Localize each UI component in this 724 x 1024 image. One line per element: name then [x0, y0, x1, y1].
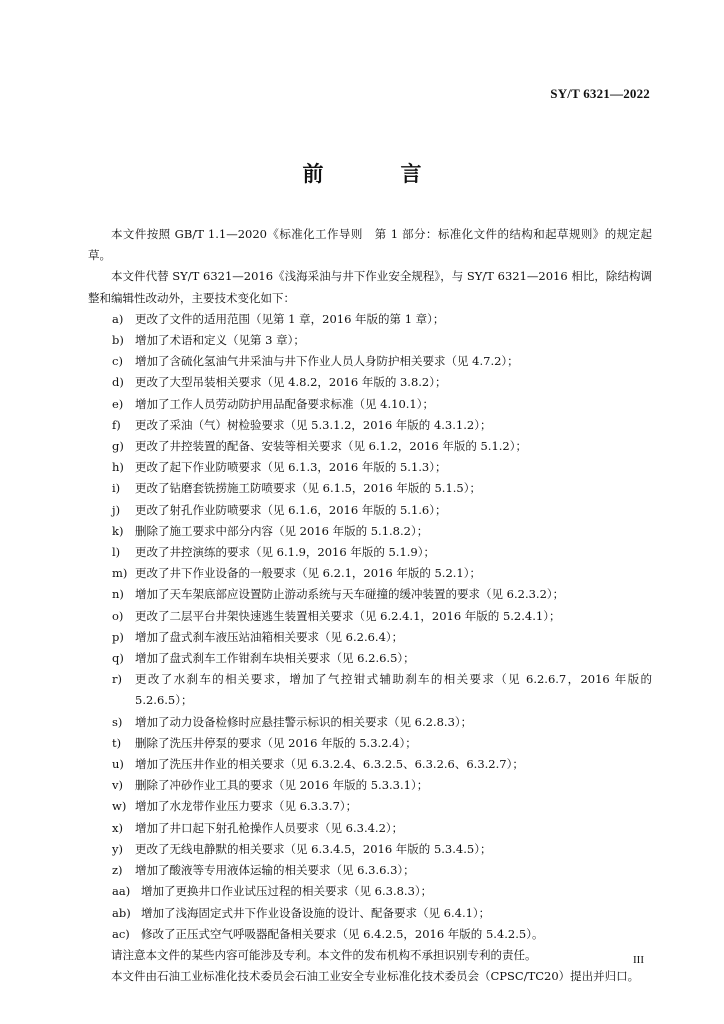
list-item-marker: t) — [112, 735, 122, 750]
list-item — [88, 712, 652, 733]
list-item-marker: d) — [112, 375, 124, 390]
list-item-text: 增加了井口起下射孔枪操作人员要求（见 6.3.4.2）； — [135, 820, 404, 835]
list-item-marker: w) — [112, 799, 127, 814]
list-item-marker: x) — [112, 820, 123, 835]
list-item — [88, 775, 652, 796]
list-item-text: 删除了冲砂作业工具的要求（见 2016 年版的 5.3.3.1）； — [135, 778, 429, 793]
list-item-text: 增加了术语和定义（见第 3 章）； — [135, 333, 305, 348]
list-item-text: 增加了盘式刹车液压站油箱相关要求（见 6.2.6.4）； — [135, 629, 404, 644]
list-item-text: 更改了起下作业防喷要求（见 6.1.3，2016 年版的 5.1.3）； — [135, 460, 447, 475]
intro-paragraph: 本文件按照 GB/T 1.1—2020《标准化工作导则 第 1 部分：标准化文件的结构和起草规则》的规定起草。 — [88, 227, 652, 263]
list-item-marker: q) — [112, 651, 124, 666]
list-item — [88, 309, 652, 330]
list-item — [88, 478, 652, 499]
list-item — [88, 754, 652, 775]
list-item-marker: n) — [112, 587, 124, 602]
page-number: III — [633, 954, 644, 966]
list-item — [88, 881, 652, 902]
list-item-marker: s) — [112, 714, 123, 729]
list-item-marker: i) — [112, 481, 121, 496]
list-item-text: 增加了浅海固定式井下作业设备设施的设计、配备要求（见 6.4.1）； — [141, 905, 491, 920]
list-item — [88, 924, 652, 945]
list-item-text: 增加了盘式刹车工作钳刹车块相关要求（见 6.2.6.5）； — [135, 651, 415, 666]
list-item-text: 更改了大型吊装相关要求（见 4.8.2，2016 年版的 3.8.2）； — [135, 375, 447, 390]
list-item-marker: f) — [112, 417, 121, 432]
list-item — [88, 542, 652, 563]
intro-paragraph: 本文件代替 SY/T 6321—2016《浅海采油与井下作业安全规程》，与 SY/T 6321—2016 相比，除结构调整和编辑性改动外，主要技术变化如下： — [88, 269, 652, 305]
list-item-text: 增加了含硫化氢油气井采油与井下作业人员人身防护相关要求（见 4.7.2）； — [135, 354, 519, 369]
list-item-marker: c) — [112, 354, 123, 369]
document-body — [88, 224, 652, 987]
list-item-text: 更改了钻磨套铣捞施工防喷要求（见 6.1.5，2016 年版的 5.1.5）； — [135, 481, 482, 496]
list-item-text: 更改了采油（气）树检验要求（见 5.3.1.2，2016 年版的 4.3.1.2）； — [135, 417, 492, 432]
list-item — [88, 394, 652, 415]
list-item-text: 增加了天车架底部应设置防止游动系统与天车碰撞的缓冲装置的要求（见 6.2.3.2）； — [135, 587, 565, 602]
list-item-text: 更改了文件的适用范围（见第 1 章，2016 年版的第 1 章）； — [135, 311, 445, 326]
list-item — [88, 584, 652, 605]
document-code: SY/T 6321—2022 — [550, 86, 650, 101]
list-item — [88, 903, 652, 924]
list-item-text: 增加了更换井口作业试压过程的相关要求（见 6.3.8.3）； — [141, 884, 433, 899]
list-item-marker: e) — [112, 396, 124, 411]
list-item — [88, 669, 652, 711]
patent-notice: 请注意本文件的某些内容可能涉及专利。本文件的发布机构不承担识别专利的责任。 — [111, 947, 537, 962]
list-item-text: 更改了水刹车的相关要求，增加了气控钳式辅助刹车的相关要求（见 6.2.6.7，2016 年版的 5.2.6.5）； — [135, 672, 652, 708]
page-title: 前 言 — [302, 161, 450, 186]
list-item-marker: ab) — [112, 905, 131, 920]
list-item — [88, 500, 652, 521]
list-item — [88, 415, 652, 436]
list-item-marker: y) — [112, 841, 123, 856]
list-item-text: 删除了施工要求中部分内容（见 2016 年版的 5.1.8.2）； — [135, 523, 429, 538]
list-item-text: 更改了井控装置的配备、安装等相关要求（见 6.1.2，2016 年版的 5.1.2）； — [135, 439, 528, 454]
list-item — [88, 648, 652, 669]
list-item-marker: r) — [112, 672, 122, 687]
list-item — [88, 457, 652, 478]
list-item-text: 修改了正压式空气呼吸器配备相关要求（见 6.4.2.5，2016 年版的 5.4.2.5）。 — [141, 926, 544, 941]
list-item — [88, 627, 652, 648]
list-item-marker: j) — [112, 502, 121, 517]
list-item-marker: a) — [112, 311, 124, 326]
list-item — [88, 733, 652, 754]
list-item-text: 删除了洗压井停泵的要求（见 2016 年版的 5.3.2.4）； — [135, 735, 417, 750]
list-item-text: 更改了井控演练的要求（见 6.1.9，2016 年版的 5.1.9）； — [135, 545, 436, 560]
technical-changes-list — [88, 309, 652, 945]
list-item — [88, 436, 652, 457]
list-item-marker: aa) — [112, 884, 131, 899]
list-item-text: 增加了洗压井作业的相关要求（见 6.3.2.4、6.3.2.5、6.3.2.6、6.3.2.7）； — [135, 757, 524, 772]
list-item-text: 增加了动力设备检修时应悬挂警示标识的相关要求（见 6.2.8.3）； — [135, 714, 473, 729]
list-item-marker: ac) — [112, 926, 130, 941]
list-item-marker: g) — [112, 439, 124, 454]
list-item-text: 更改了井下作业设备的一般要求（见 6.2.1，2016 年版的 5.2.1）； — [135, 566, 482, 581]
list-item — [88, 796, 652, 817]
list-item — [88, 839, 652, 860]
list-item — [88, 330, 652, 351]
proposer-statement: 本文件由石油工业标准化技术委员会石油工业安全专业标准化技术委员会（CPSC/TC20）提出并归口。 — [111, 969, 640, 984]
list-item — [88, 521, 652, 542]
list-item-marker: v) — [112, 778, 123, 793]
list-item — [88, 606, 652, 627]
list-item — [88, 351, 652, 372]
list-item-marker: u) — [112, 757, 124, 772]
list-item — [88, 818, 652, 839]
list-item-text: 增加了水龙带作业压力要求（见 6.3.3.7）； — [135, 799, 358, 814]
list-item-text: 更改了二层平台井架快速逃生装置相关要求（见 6.2.4.1，2016 年版的 5.2.4.1）； — [135, 608, 561, 623]
list-item-text: 更改了射孔作业防喷要求（见 6.1.6，2016 年版的 5.1.6）； — [135, 502, 447, 517]
list-item-marker: b) — [112, 333, 124, 348]
list-item — [88, 372, 652, 393]
list-item-marker: l) — [112, 545, 121, 560]
list-item — [88, 563, 652, 584]
list-item — [88, 860, 652, 881]
list-item-marker: z) — [112, 863, 123, 878]
list-item-marker: m) — [112, 566, 128, 581]
list-item-text: 更改了无线电静默的相关要求（见 6.3.4.5，2016 年版的 5.3.4.5）； — [135, 841, 492, 856]
list-item-marker: p) — [112, 629, 124, 644]
list-item-marker: h) — [112, 460, 124, 475]
list-item-text: 增加了酸液等专用液体运输的相关要求（见 6.3.6.3）； — [135, 863, 415, 878]
list-item-marker: o) — [112, 608, 124, 623]
list-item-text: 增加了工作人员劳动防护用品配备要求标准（见 4.10.1）； — [135, 396, 434, 411]
list-item-marker: k) — [112, 523, 124, 538]
